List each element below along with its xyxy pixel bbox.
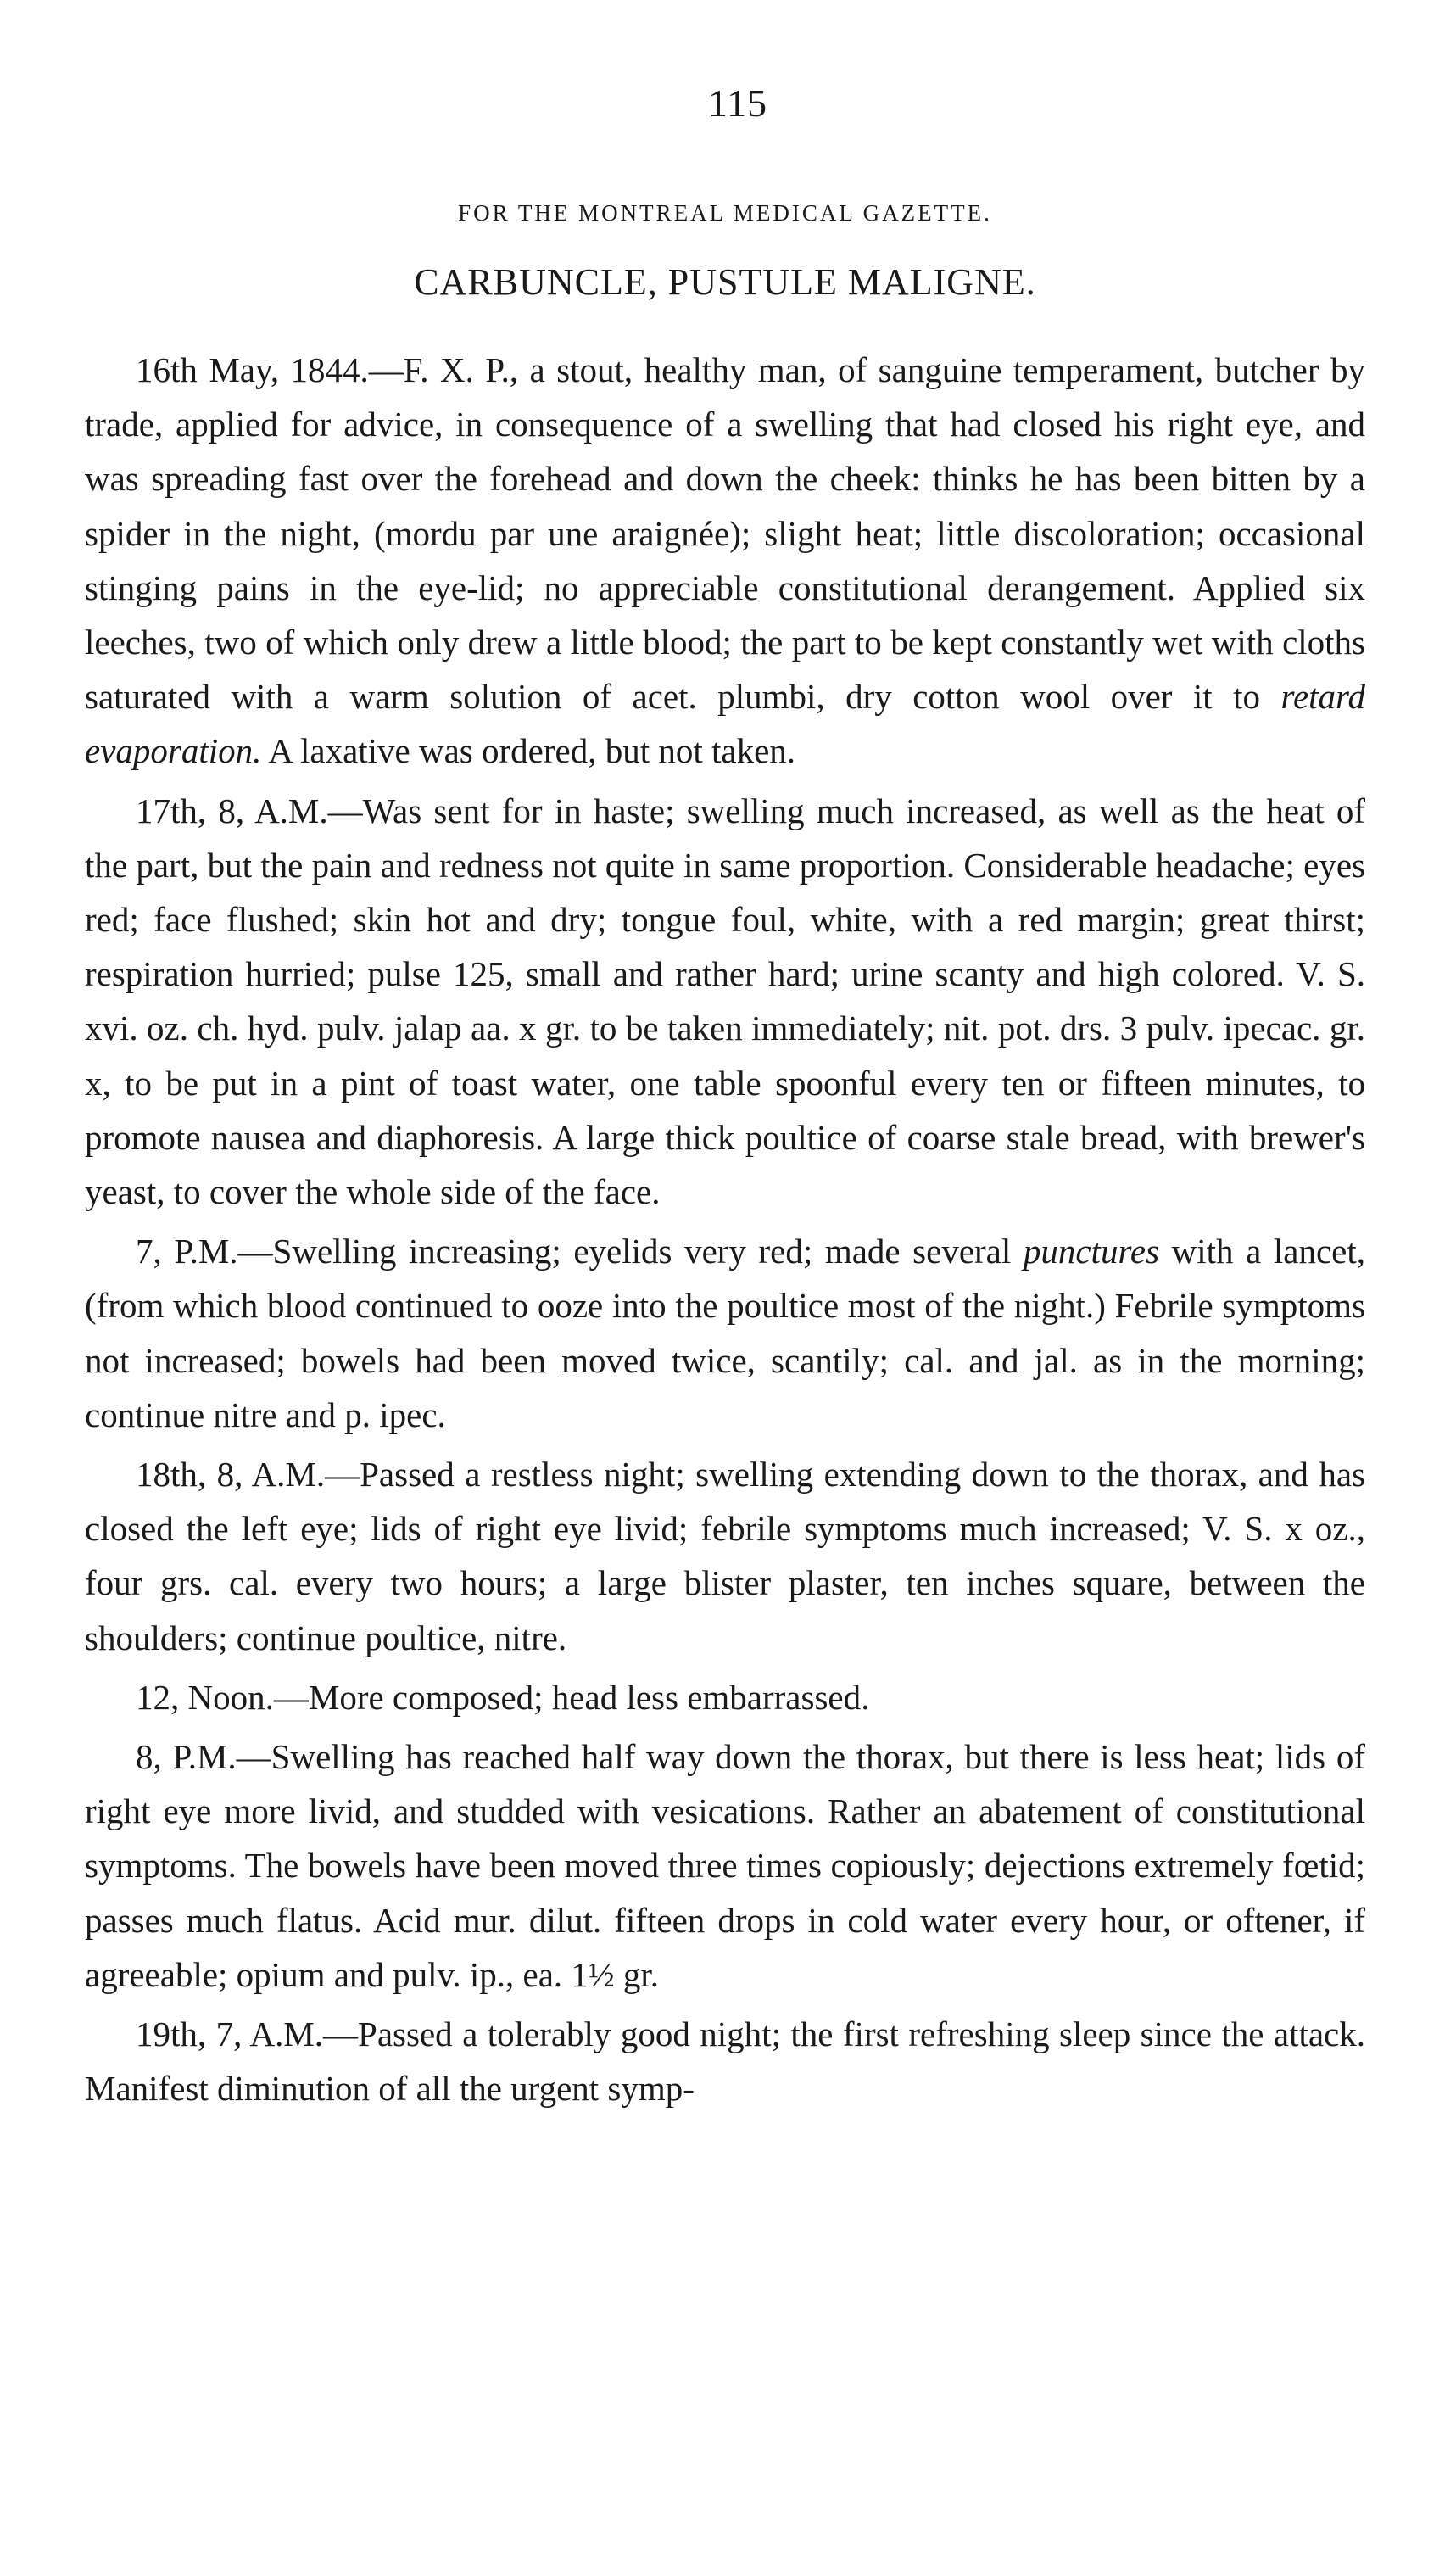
paragraph-3: 7, P.M.—Swelling increasing; eyelids very red; made several punctures with a lancet, (from which blood continued to ooze into the poultice most of the night.) Febrile symptoms not increased; bowels had been moved twice, scantily; cal. and jal. as in the morning; continue nitre and p. ipec. [85,1232,1365,1434]
paragraph-6: 8, P.M.—Swelling has reached half way down the thorax, but there is less heat; lids of right eye more livid, and studded with vesications. Rather an abatement of constitutional symptoms. The bowels have been moved three times copiously; dejections extremely fœtid; passes much flatus. Acid mur. dilut. fifteen drops in cold water every hour, or oftener, if agreeable; opium and pulv. ip., ea. 1½ gr. [85,1737,1365,1994]
paragraph-5: 12, Noon.—More composed; head less embarrassed. [136,1677,870,1717]
document-page [85,81,1365,2121]
italic-phrase: punctures [1023,1232,1160,1271]
page-number: 115 [707,81,768,125]
article-title: CARBUNCLE, PUSTULE MALIGNE. [414,261,1036,303]
section-label: FOR THE MONTREAL MEDICAL GAZETTE. [458,200,992,226]
paragraph-4: 18th, 8, A.M.—Passed a restless night; swelling extending down to the thorax, and has closed the left eye; lids of right eye livid; febrile symptoms much increased; V. S. x oz., four grs. cal. every two hours; a large blister plaster, ten inches square, between the shoulders; continue poultice, nitre. [85,1455,1365,1657]
paragraph-1: 16th May, 1844.—F. X. P., a stout, healthy man, of sanguine temperament, butcher by trade, applied for advice, in consequence of a swelling that had closed his right eye, and was spreading fast over the forehead and down the cheek: thinks he has been bitten by a spider in the night, (mordu par une araignée); slight heat; little discoloration; occasional stinging pains in the eye-lid; no appreciable constitutional derangement. Applied six leeches, two of which only drew a little blood; the part to be kept constantly wet with cloths saturated with a warm solution of acet. plumbi, dry cotton wool over it to retard evaporation. A laxative was ordered, but not taken. [85,350,1365,771]
paragraph-2: 17th, 8, A.M.—Was sent for in haste; swelling much increased, as well as the heat of the part, but the pain and redness not quite in same proportion. Considerable headache; eyes red; face flushed; skin hot and dry; tongue foul, white, with a red margin; great thirst; respiration hurried; pulse 125, small and rather hard; urine scanty and high colored. V. S. xvi. oz. ch. hyd. pulv. jalap aa. x gr. to be taken immediately; nit. pot. drs. 3 pulv. ipecac. gr. x, to be put in a pint of toast water, one table spoonful every ten or fifteen minutes, to promote nausea and diaphoresis. A large thick poultice of coarse stale bread, with brewer's yeast, to cover the whole side of the face. [85,791,1365,1212]
italic-phrase: retard evaporation. [85,677,1365,771]
paragraph-7: 19th, 7, A.M.—Passed a tolerably good night; the first refreshing sleep since the attack. Manifest diminution of all the urgent symp- [85,2014,1365,2109]
